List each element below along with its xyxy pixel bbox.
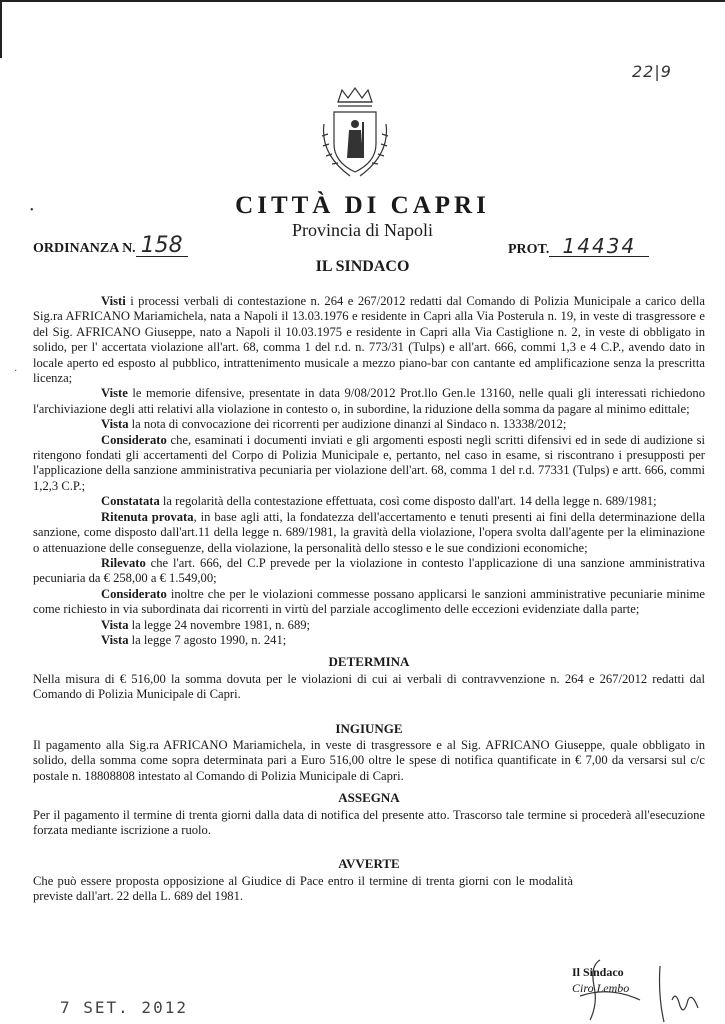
section-heading-ingiunge: INGIUNGE [335, 720, 403, 736]
recital-lead: Rilevato [101, 555, 146, 570]
province-subtitle: Provincia di Napoli [292, 220, 433, 240]
recital-text: la legge 24 novembre 1981, n. 689; [128, 617, 311, 632]
handwritten-page-number: 22|9 [632, 62, 672, 81]
scan-mark: • [30, 205, 34, 216]
section-text-ingiunge: Il pagamento alla Sig.ra AFRICANO Mariamichela, in veste di trasgressore e al Sig. AFRICANO Giuseppe, quale obbligato in solido, della somma come sopra determinata pari a Euro 516,00 oltre le spese di notifica quantificate in € 7,00 da versarsi sul c/c postale n. 18808808 intestato al Comando di Polizia Municipale di Capri. [33, 737, 705, 783]
recital-lead: Ritenuta provata [101, 509, 194, 524]
recital-lead: Considerato [101, 432, 167, 447]
recital-lead: Constatata [101, 494, 160, 509]
recital-paragraph [33, 494, 705, 509]
recital-text: i processi verbali di contestazione n. 264 e 267/2012 redatti dal Comando di Polizia Municipale a carico della Sig.ra AFRICANO Mariamichela, nata a Napoli il 13.03.1976 e residente in Capri alla Via Posterula n. 19, in veste di trasgressore e del Sig. AFRICANO Giuseppe, nato a Napoli il 10.03.1975 e residente in Capri alla Via Castiglione n. 2, in veste di obbligato in solido, per l' accertata violazione all'art. 68, comma 1 del r.d. n. 773/31 (Tulps) e all'art. 666, commi 1,3 e 4 C.P., avendo dato in locale aperto ed esposto al pubblico, intrattenimento musicale a mezzo piano-bar con cantante ed amplificazione senza la prescritta licenza; [33, 294, 705, 386]
recital-paragraph [33, 556, 705, 587]
recital-lead: Viste [101, 386, 128, 401]
ordinance-number-field [33, 233, 188, 258]
recital-paragraph [33, 417, 705, 432]
recital-lead: Vista [101, 417, 129, 432]
section-text-assegna: Per il pagamento il termine di trenta giorni dalla data di notifica del presente atto. Trascorso tale termine si procederà all'esecuzione forzata mediante iscrizione a ruolo. [33, 807, 705, 837]
recital-paragraph [33, 510, 705, 556]
protocol-number: 14434 [549, 236, 649, 257]
ordinance-body [33, 294, 705, 905]
signature-name: Ciro Lembo [572, 981, 630, 995]
protocol-number-field [508, 236, 649, 258]
issuing-authority: IL SINDACO [315, 258, 410, 275]
scan-mark: · [14, 366, 18, 377]
recital-text: , in base agli atti, la fondatezza dell'accertamento e tenuti presenti ai fini della determinazione della sanzione, come disposto dall'art.11 della legge n. 689/1981, la gravità della violazione, l'opera svolta dall'agente per la eliminazione o attenuazione delle conseguenze, della violazione, la personalità dello stesso e le sue condizioni economiche; [33, 509, 705, 555]
recital-text: la regolarità della contestazione effettuata, così come disposto dall'art. 14 della legge n. 689/1981; [159, 494, 657, 509]
recital-text: le memorie difensive, presentate in data 9/08/2012 Prot.llo Gen.le 13160, nelle quali gli interessati richiedono l'archiviazione degli atti relativi alla violazione in contesto o, in subordine, la riduzione della somma da pagare al minimo edittale; [33, 386, 705, 416]
city-title: CITTÀ DI CAPRI [235, 192, 490, 219]
scan-top-edge [0, 0, 725, 2]
scan-frame [0, 0, 725, 58]
recital-lead: Visti [101, 294, 126, 308]
section-heading-assegna: ASSEGNA [338, 790, 400, 806]
recital-text: la nota di convocazione dei ricorrenti per audizione dinanzi al Sindaco n. 13338/2012; [128, 417, 567, 432]
signature-title: Il Sindaco [572, 965, 624, 979]
section-text-determina: Nella misura di € 516,00 la somma dovuta per le violazioni di cui ai verbali di contravvenzione n. 264 e 267/2012 redatti dal Comando di Polizia Municipale di Capri. [33, 671, 705, 702]
recital-lead: Vista [101, 632, 129, 647]
recital-paragraph [33, 587, 705, 618]
recital-text: inoltre che per le violazioni commesse possano applicarsi le sanzioni amministrative pecuniarie minime come richiesto in via subordinata dai ricorrenti in virtù del parziale accoglimento delle eccezioni evidenziate dalla parte; [33, 586, 705, 617]
ordinance-number: 158 [136, 236, 188, 257]
recital-text: la legge 7 agosto 1990, n. 241; [128, 632, 287, 647]
recital-lead: Considerato [101, 586, 167, 601]
section-heading-avverte: AVVERTE [338, 856, 400, 872]
recital-paragraph [33, 618, 705, 633]
section-heading-determina: DETERMINA [328, 654, 410, 670]
ordinance-label: ORDINANZA N. [33, 241, 136, 256]
recital-paragraph [33, 294, 705, 386]
capri-coat-of-arms [310, 84, 400, 184]
recital-text: che l'art. 666, del C.P prevede per la violazione in contesto l'applicazione di una sanzione amministrativa pecuniaria da € 258,00 a € 1.549,00; [33, 555, 705, 586]
signature-block [572, 964, 629, 996]
date-stamp: 7 SET. 2012 [60, 998, 188, 1017]
protocol-label: PROT. [508, 242, 550, 257]
recital-paragraph [33, 386, 705, 417]
scan-left-edge [0, 0, 2, 58]
recital-paragraph [33, 433, 705, 495]
recital-text: che, esaminati i documenti inviati e gli argomenti esposti negli scritti difensivi ed in sede di audizione si ritengono fondati gli accertamenti del Corpo di Polizia Municipale e, pertanto, nel caso in esame, si riscontrano i presupposti per l'applicazione della sanzione amministrativa pecuniaria per violazione dell'art. 68, comma 1 del r.d. 77331 (Tulps) e artt. 666, commi 1,2,3 C.P.; [33, 432, 705, 493]
recital-lead: Vista [101, 617, 129, 632]
section-text-avverte: Che può essere proposta opposizione al Giudice di Pace entro il termine di trenta giorni con le modalità previste dall'art. 22 della L. 689 del 1981. [33, 873, 573, 904]
recital-paragraph [33, 633, 705, 648]
